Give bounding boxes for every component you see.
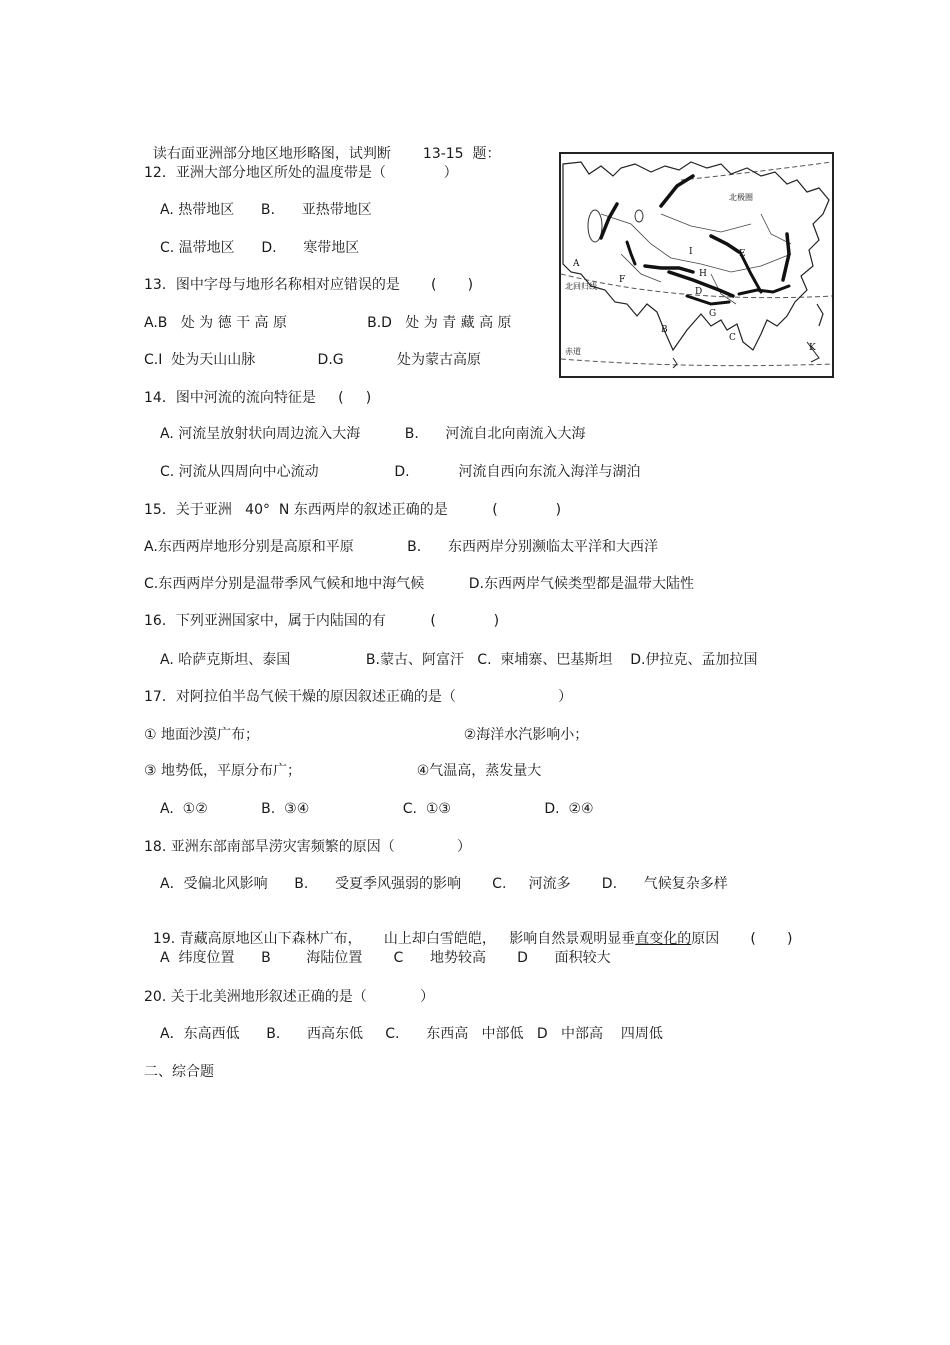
q12-options-1: A. 热带地区 B. 亚热带地区	[160, 202, 372, 218]
map-letter-d: D	[695, 287, 703, 297]
q16-stem: 16．下列亚洲国家中，属于内陆国的有 ( )	[144, 613, 500, 629]
q14-options-1: A. 河流呈放射状向周边流入大海 B. 河流自北向南流入大海	[160, 426, 586, 442]
range-himalaya	[687, 296, 729, 304]
arctic-circle-line	[681, 162, 832, 180]
intro-text: 读右面亚洲部分地区地形略图，试判断	[152, 146, 391, 162]
japan-islands	[817, 304, 823, 326]
q13-stem: 13．图中字母与地形名称相对应错误的是 ( )	[144, 277, 474, 293]
q12-options-2: C. 温带地区 D. 寒带地区	[160, 240, 360, 256]
map-letter-h: H	[699, 269, 707, 279]
range-south-east	[739, 286, 789, 294]
arctic-circle-label: 北极圈	[729, 193, 753, 202]
q14-options-2: C. 河流从四周向中心流动 D. 河流自西向东流入海洋与湖泊	[160, 464, 641, 480]
map-letter-i: I	[689, 247, 693, 257]
q12-stem: 12．亚洲大部分地区所处的温度带是（ ）	[144, 165, 458, 181]
q19-stem	[144, 912, 792, 948]
q16-options-1: A. 哈萨克斯坦、泰国 B.蒙古、阿富汗 C. 柬埔寨、巴基斯坦 D.伊拉克、孟加拉国	[160, 652, 758, 668]
q19-stem-a: 19. 青藏高原地区山下森林广布， 山上却白雪皑皑， 影响自然景观明显垂	[152, 931, 636, 947]
map-letter-b: B	[661, 325, 668, 335]
map-letter-k: K	[809, 343, 816, 353]
range-north	[661, 176, 693, 206]
q19-stem-b: 原因 ( )	[691, 931, 793, 947]
range-east-2	[711, 236, 739, 252]
q17-stem: 17．对阿拉伯半岛气候干燥的原因叙述正确的是（ ）	[144, 689, 573, 705]
q15-options-1: A.东西两岸地形分别是高原和平原 B. 东西两岸分别濒临太平洋和大西洋	[144, 539, 658, 555]
intro-range: 13-15 题：	[422, 146, 501, 162]
asia-map-svg	[561, 154, 832, 376]
q13-options-2: C.I 处为天山山脉 D.G 处为蒙古高原	[144, 352, 482, 368]
q18-stem: 18. 亚洲东部南部旱涝灾害频繁的原因（ ）	[144, 839, 472, 855]
sri-lanka-island	[673, 358, 677, 368]
section-2-heading: 二、综合题	[144, 1064, 214, 1080]
q19-options-1: A 纬度位置 B 海陆位置 C 地势较高 D 面积较大	[160, 950, 611, 966]
map-letter-e: E	[739, 249, 746, 259]
map-letter-c: C	[729, 333, 736, 343]
map-letter-g: G	[709, 309, 717, 319]
q18-options-1: A．受偏北风影响 B. 受夏季风强弱的影响 C. 河流多 D. 气候复杂多样	[160, 876, 728, 892]
range-ural	[601, 204, 617, 238]
equator-label: 赤道	[565, 347, 581, 356]
map-letter-a: A	[573, 259, 580, 269]
q20-stem: 20. 关于北美洲地形叙述正确的是（ ）	[144, 989, 435, 1005]
q20-options-1: A．东高西低 B. 西高东低 C. 东西高 中部低 D 中部高 四周低	[160, 1026, 663, 1042]
range-east-1	[741, 254, 761, 292]
q15-options-2: C.东西两岸分别是温带季风气候和地中海气候 D.东西两岸气候类型都是温带大陆性	[144, 576, 694, 592]
q13-options-1: A.B 处 为 德 干 高 原 B.D 处 为 青 藏 高 原	[144, 315, 512, 331]
q14-stem: 14．图中河流的流向特征是 ( )	[144, 390, 372, 406]
q17-options-1: A. ①② B. ③④ C. ①③ D. ②④	[160, 801, 594, 817]
q17-statements-2: ③ 地势低，平原分布广； ④气温高，蒸发量大	[144, 763, 542, 779]
q17-statements-1: ① 地面沙漠广布； ②海洋水汽影响小；	[144, 727, 589, 743]
asia-terrain-map	[559, 152, 834, 378]
intro-line	[144, 127, 501, 163]
q19-stem-underlined: 直变化的	[635, 931, 692, 947]
equator-line	[561, 359, 832, 366]
map-letter-f: F	[619, 275, 626, 285]
lake	[635, 210, 643, 222]
q15-stem: 15．关于亚洲 40° N 东西两岸的叙述正确的是 ( )	[144, 502, 562, 518]
tropic-label: 北回归线	[565, 282, 597, 291]
